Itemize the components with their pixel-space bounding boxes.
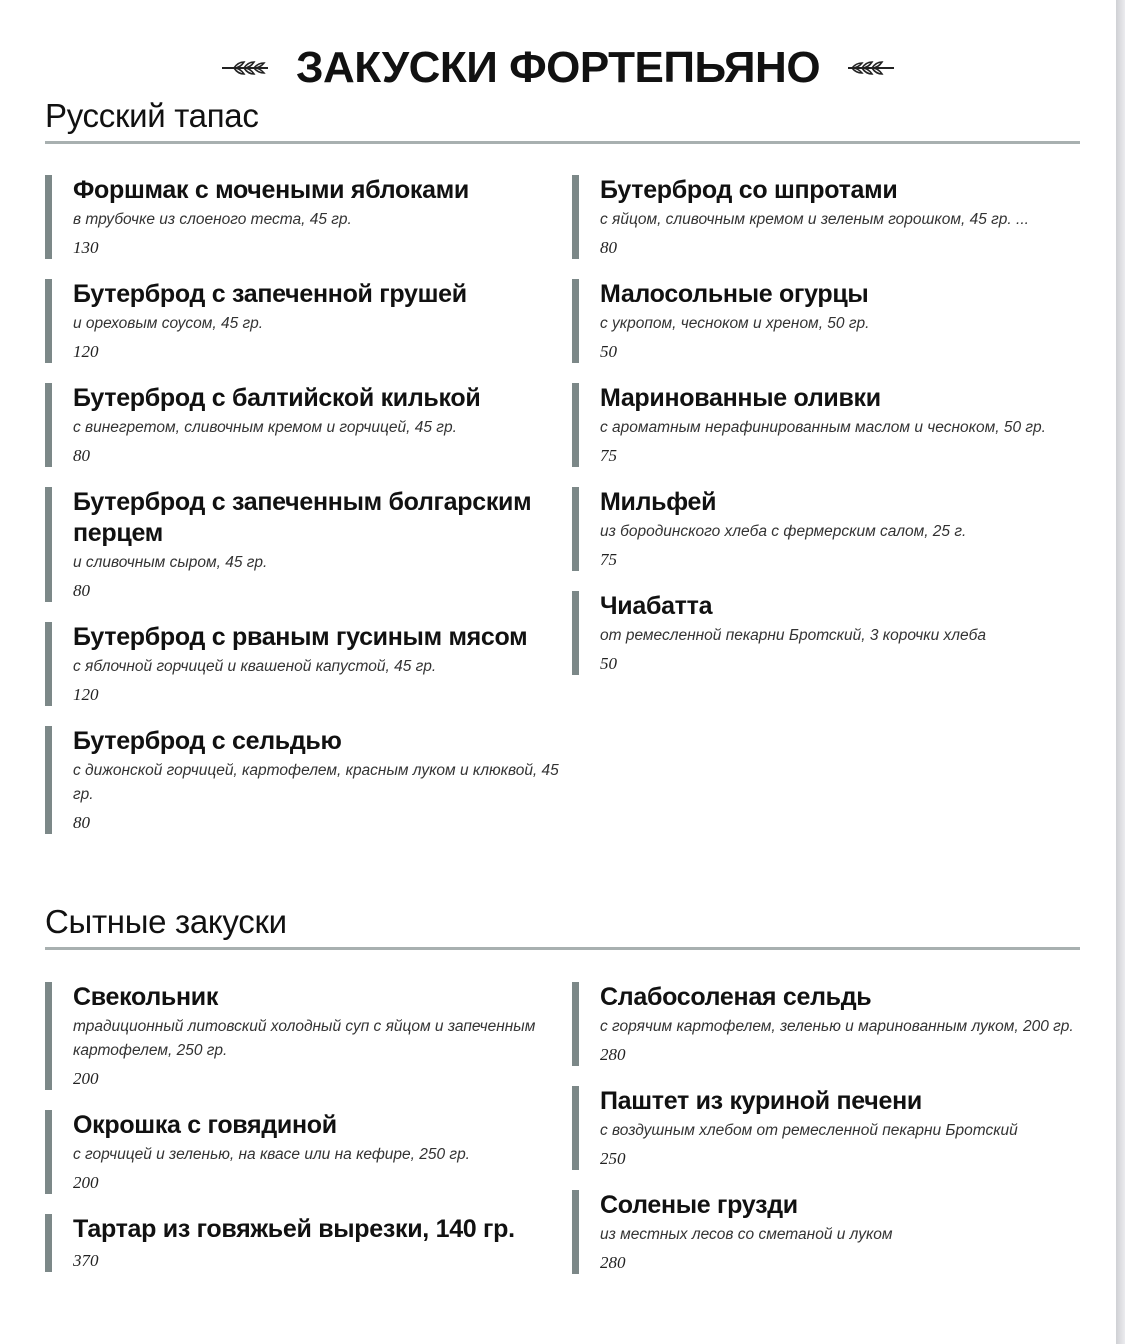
menu-item: [45, 622, 560, 706]
section-1-left-column: [45, 175, 560, 854]
item-price: 250: [600, 1149, 626, 1168]
item-name: Бутерброд с балтийской килькой: [73, 384, 481, 412]
item-name: Форшмак с мочеными яблоками: [73, 176, 469, 204]
item-price: 50: [600, 342, 617, 361]
item-description: в трубочке из слоеного теста, 45 гр.: [73, 211, 352, 228]
item-description: от ремесленной пекарни Бротский, 3 корочки хлеба: [600, 627, 986, 644]
item-name: Бутерброд с запеченным болгарским перцем: [73, 488, 532, 547]
item-description: традиционный литовский холодный суп с яйцом и запеченным картофелем, 250 гр.: [73, 1018, 536, 1059]
section-2-left-column: [45, 982, 560, 1292]
item-price: 200: [73, 1069, 99, 1088]
item-description: и сливочным сыром, 45 гр.: [73, 554, 268, 571]
item-name: Бутерброд со шпротами: [600, 176, 898, 204]
item-description: с яблочной горчицей и квашеной капустой, 45 гр.: [73, 658, 437, 675]
item-description: из местных лесов со сметаной и луком: [600, 1226, 893, 1243]
section-title: Русский тапас: [45, 97, 259, 134]
item-price: 80: [73, 813, 90, 832]
menu-item: [572, 1086, 1077, 1170]
item-name: Чиабатта: [600, 592, 713, 620]
item-name: Свекольник: [73, 983, 219, 1011]
item-name: Мильфей: [600, 488, 717, 516]
item-description: и ореховым соусом, 45 гр.: [73, 315, 264, 332]
item-price: 80: [600, 238, 617, 257]
item-price: 280: [600, 1045, 626, 1064]
item-price: 280: [600, 1253, 626, 1272]
menu-item: [45, 175, 560, 259]
section-title: Сытные закуски: [45, 903, 287, 940]
item-name: Тартар из говяжьей вырезки, 140 гр.: [73, 1215, 515, 1243]
section-heading-hearty-snacks: [45, 903, 1080, 950]
item-name: Соленые грузди: [600, 1191, 798, 1219]
section-heading-russian-tapas: [45, 97, 1080, 144]
item-price: 75: [600, 446, 617, 465]
menu-item: [45, 383, 560, 467]
menu-item: [45, 982, 560, 1090]
item-price: 130: [73, 238, 99, 257]
item-name: Слабосоленая сельдь: [600, 983, 872, 1011]
item-name: Окрошка с говядиной: [73, 1111, 337, 1139]
item-price: 370: [73, 1251, 99, 1270]
item-description: с горчицей и зеленью, на квасе или на кефире, 250 гр.: [73, 1146, 470, 1163]
menu-item: [572, 982, 1077, 1066]
item-name: Бутерброд с запеченной грушей: [73, 280, 467, 308]
item-price: 80: [73, 446, 90, 465]
wheat-ornament-left-icon: [220, 60, 270, 76]
menu-item: [45, 726, 560, 834]
menu-item: [45, 487, 560, 602]
item-description: с дижонской горчицей, картофелем, красным луком и клюквой, 45 гр.: [73, 762, 559, 803]
item-description: из бородинского хлеба с фермерским салом, 25 г.: [600, 523, 967, 540]
page-title: ЗАКУСКИ ФОРТЕПЬЯНО: [295, 43, 821, 92]
wheat-ornament-right-icon: [846, 60, 896, 76]
item-description: с винегретом, сливочным кремом и горчицей, 45 гр.: [73, 419, 457, 436]
menu-item: [572, 279, 1077, 363]
item-price: 50: [600, 654, 617, 673]
item-description: с горячим картофелем, зеленью и маринованным луком, 200 гр.: [600, 1018, 1074, 1035]
item-description: с ароматным нерафинированным маслом и чесноком, 50 гр.: [600, 419, 1046, 436]
page-edge-shadow: [1116, 0, 1125, 1344]
menu-item: [572, 1190, 1077, 1274]
item-name: Бутерброд с рваным гусиным мясом: [73, 623, 528, 651]
item-name: Малосольные огурцы: [600, 280, 869, 308]
item-description: с укропом, чесноком и хреном, 50 гр.: [600, 315, 870, 332]
item-price: 120: [73, 685, 99, 704]
item-description: с воздушным хлебом от ремесленной пекарни Бротский: [600, 1122, 1018, 1139]
section-2-right-column: [572, 982, 1077, 1294]
item-description: с яйцом, сливочным кремом и зеленым горошком, 45 гр. ...: [600, 211, 1029, 228]
menu-item: [45, 279, 560, 363]
item-name: Бутерброд с сельдью: [73, 727, 342, 755]
menu-item: [45, 1110, 560, 1194]
item-price: 80: [73, 581, 90, 600]
section-1-right-column: [572, 175, 1077, 695]
item-price: 200: [73, 1173, 99, 1192]
menu-item: [572, 591, 1077, 675]
menu-item: [572, 175, 1077, 259]
item-name: Маринованные оливки: [600, 384, 881, 412]
menu-item: [45, 1214, 560, 1272]
item-price: 120: [73, 342, 99, 361]
item-name: Паштет из куриной печени: [600, 1087, 922, 1115]
title-row: [0, 40, 1116, 96]
menu-item: [572, 383, 1077, 467]
menu-item: [572, 487, 1077, 571]
item-price: 75: [600, 550, 617, 569]
